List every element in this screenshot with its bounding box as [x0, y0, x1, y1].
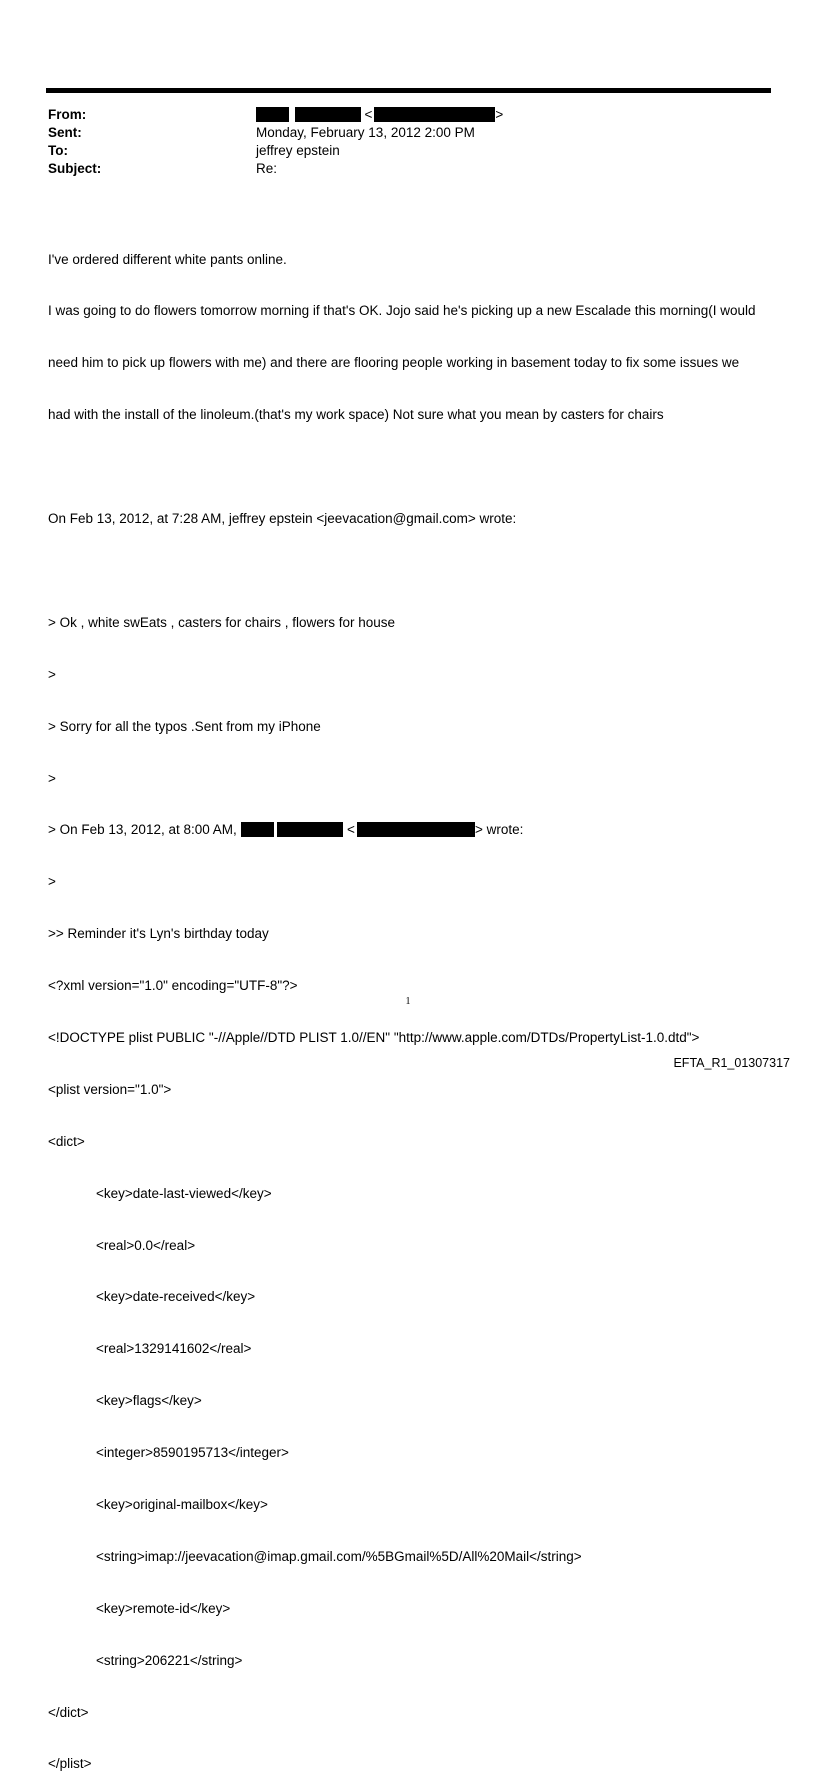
quoted-line: > Ok , white swEats , casters for chairs , flowers for house [48, 614, 395, 630]
xml-line: <key>remote-id</key> [96, 1600, 231, 1616]
quote-intro: On Feb 13, 2012, at 7:28 AM, jeffrey epstein <jeevacation@gmail.com> wrote: [48, 511, 517, 527]
quoted-line: > [48, 666, 56, 682]
xml-line: <key>date-received</key> [96, 1289, 256, 1305]
document-id: EFTA_R1_01307317 [673, 1056, 790, 1070]
quote-lt: < [347, 822, 355, 838]
redaction-box [295, 107, 361, 122]
to-label: To: [48, 143, 68, 158]
xml-line: <?xml version="1.0" encoding="UTF-8"?> [48, 978, 298, 994]
xml-line: <!DOCTYPE plist PUBLIC "-//Apple//DTD PLIST 1.0//EN" "http://www.apple.com/DTDs/PropertyList-1.0.dtd"> [48, 1029, 700, 1045]
from-label: From: [48, 107, 87, 122]
xml-line: <string>imap://jeevacation@imap.gmail.com/%5BGmail%5D/All%20Mail</string> [96, 1548, 582, 1564]
email-header [48, 106, 768, 178]
to-value: jeffrey epstein [256, 143, 340, 158]
redaction-box [277, 822, 343, 837]
quoted-line: > [48, 770, 56, 786]
from-value [256, 106, 503, 124]
quoted-line: > [48, 874, 56, 890]
from-row [48, 106, 768, 124]
xml-line: <integer>8590195713</integer> [96, 1445, 289, 1461]
spacer [48, 458, 768, 475]
quoted-line: >> Reminder it's Lyn's birthday today [48, 926, 269, 942]
subject-row [48, 160, 768, 178]
xml-line: </dict> [48, 1704, 89, 1720]
body-line: need him to pick up flowers with me) and there are flooring people working in basement today to fix some issues we [48, 355, 740, 371]
xml-line: <real>1329141602</real> [96, 1341, 252, 1357]
quoted-line [48, 821, 768, 838]
sent-label: Sent: [48, 125, 82, 140]
xml-line: <key>date-last-viewed</key> [96, 1185, 272, 1201]
body-line: I was going to do flowers tomorrow morning if that's OK. Jojo said he's picking up a new Escalade this morning(I would [48, 303, 756, 319]
xml-line: <key>original-mailbox</key> [96, 1496, 268, 1512]
sent-value: Monday, February 13, 2012 2:00 PM [256, 125, 475, 140]
quote-suffix: > wrote: [474, 822, 524, 838]
header-rule [46, 88, 771, 93]
spacer [48, 562, 768, 579]
page-number: 1 [405, 996, 411, 1007]
quote-prefix: > On Feb 13, 2012, at 8:00 AM, [48, 822, 241, 838]
xml-line: <real>0.0</real> [96, 1237, 196, 1253]
to-row [48, 142, 768, 160]
xml-line: <key>flags</key> [96, 1393, 202, 1409]
redaction-box [374, 107, 495, 122]
body-line: had with the install of the linoleum.(that's my work space) Not sure what you mean by casters for chairs [48, 407, 664, 423]
xml-line: <plist version="1.0"> [48, 1081, 172, 1097]
xml-line: <string>206221</string> [96, 1652, 243, 1668]
quoted-line: > Sorry for all the typos .Sent from my iPhone [48, 718, 321, 734]
redaction-box [357, 822, 475, 837]
subject-label: Subject: [48, 161, 102, 176]
xml-line: <dict> [48, 1133, 85, 1149]
body-line: I've ordered different white pants online. [48, 251, 287, 267]
from-gt: > [495, 107, 504, 122]
subject-value: Re: [256, 161, 278, 176]
redaction-box [256, 107, 289, 122]
redaction-box [241, 822, 274, 837]
sent-row [48, 124, 768, 142]
xml-line: </plist> [48, 1756, 92, 1772]
from-lt: < [364, 107, 373, 122]
